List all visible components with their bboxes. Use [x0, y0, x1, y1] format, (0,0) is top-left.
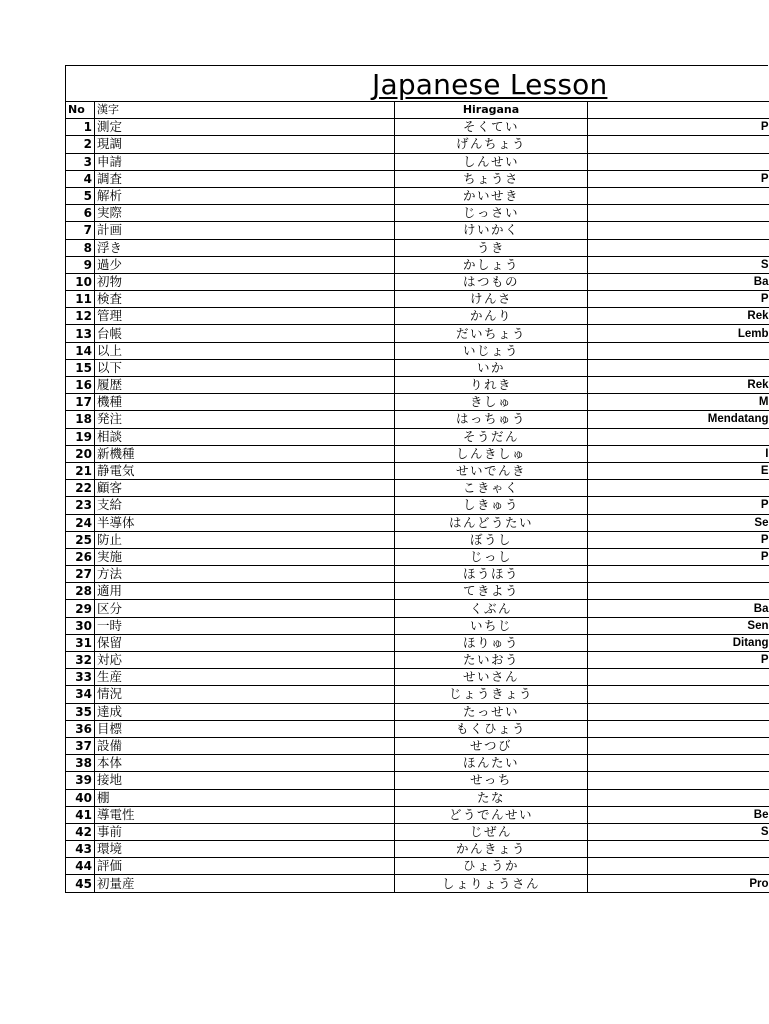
table-header-row	[66, 102, 769, 119]
cell-hiragana: いか	[395, 359, 588, 376]
table-row	[66, 823, 769, 840]
table-row	[66, 497, 769, 514]
table-row	[66, 187, 769, 204]
cell-meaning: Ba	[588, 600, 769, 617]
table-row	[66, 566, 769, 583]
cell-meaning: E	[588, 462, 769, 479]
cell-meaning	[588, 239, 769, 256]
cell-kanji: 相談	[95, 428, 395, 445]
table-row	[66, 222, 769, 239]
cell-meaning: P	[588, 652, 769, 669]
table-row	[66, 342, 769, 359]
cell-kanji: 申請	[95, 153, 395, 170]
cell-meaning: Rek	[588, 308, 769, 325]
cell-hiragana: しょりょうさん	[395, 875, 588, 892]
cell-hiragana: たっせい	[395, 703, 588, 720]
table-row	[66, 445, 769, 462]
cell-no: 1	[66, 119, 95, 136]
cell-kanji: 履歴	[95, 377, 395, 394]
cell-no: 44	[66, 858, 95, 875]
cell-meaning	[588, 737, 769, 754]
cell-no: 45	[66, 875, 95, 892]
cell-hiragana: はんどうたい	[395, 514, 588, 531]
cell-meaning	[588, 153, 769, 170]
cell-meaning: P	[588, 531, 769, 548]
cell-hiragana: かいせき	[395, 187, 588, 204]
cell-hiragana: じょうきょう	[395, 686, 588, 703]
table-row	[66, 806, 769, 823]
cell-no: 17	[66, 394, 95, 411]
cell-no: 25	[66, 531, 95, 548]
cell-hiragana: そうだん	[395, 428, 588, 445]
cell-kanji: 生産	[95, 669, 395, 686]
cell-meaning: P	[588, 291, 769, 308]
cell-hiragana: どうでんせい	[395, 806, 588, 823]
table-row	[66, 256, 769, 273]
cell-no: 13	[66, 325, 95, 342]
cell-no: 15	[66, 359, 95, 376]
cell-no: 42	[66, 823, 95, 840]
table-row	[66, 789, 769, 806]
cell-no: 18	[66, 411, 95, 428]
cell-no: 39	[66, 772, 95, 789]
cell-hiragana: ほりゅう	[395, 634, 588, 651]
cell-hiragana: ほうほう	[395, 566, 588, 583]
table-row	[66, 170, 769, 187]
table-row	[66, 583, 769, 600]
cell-kanji: 実際	[95, 205, 395, 222]
cell-meaning	[588, 686, 769, 703]
cell-meaning: S	[588, 823, 769, 840]
cell-kanji: 以下	[95, 359, 395, 376]
cell-meaning: Be	[588, 806, 769, 823]
cell-no: 33	[66, 669, 95, 686]
cell-hiragana: たいおう	[395, 652, 588, 669]
cell-hiragana: けんさ	[395, 291, 588, 308]
title-row	[65, 65, 768, 101]
cell-kanji: 実施	[95, 548, 395, 565]
cell-no: 9	[66, 256, 95, 273]
cell-kanji: 現調	[95, 136, 395, 153]
cell-hiragana: かしょう	[395, 256, 588, 273]
cell-hiragana: いちじ	[395, 617, 588, 634]
table-row	[66, 669, 769, 686]
table-row	[66, 411, 769, 428]
cell-hiragana: かんり	[395, 308, 588, 325]
table-row	[66, 308, 769, 325]
table-row	[66, 737, 769, 754]
cell-meaning	[588, 187, 769, 204]
cell-no: 6	[66, 205, 95, 222]
cell-meaning: Mendatang	[588, 411, 769, 428]
cell-meaning: P	[588, 170, 769, 187]
cell-no: 43	[66, 841, 95, 858]
cell-kanji: 目標	[95, 720, 395, 737]
cell-meaning: Sen	[588, 617, 769, 634]
header-no: No	[66, 102, 95, 119]
table-row	[66, 428, 769, 445]
table-row	[66, 720, 769, 737]
cell-hiragana: しんきしゅ	[395, 445, 588, 462]
cell-meaning	[588, 136, 769, 153]
cell-meaning: P	[588, 119, 769, 136]
cell-no: 28	[66, 583, 95, 600]
cell-hiragana: はつもの	[395, 273, 588, 290]
cell-hiragana: しんせい	[395, 153, 588, 170]
cell-no: 8	[66, 239, 95, 256]
cell-kanji: 顧客	[95, 480, 395, 497]
table-row	[66, 875, 769, 892]
cell-kanji: 台帳	[95, 325, 395, 342]
cell-hiragana: りれき	[395, 377, 588, 394]
cell-meaning	[588, 755, 769, 772]
cell-kanji: 棚	[95, 789, 395, 806]
cell-meaning: Lemb	[588, 325, 769, 342]
table-row	[66, 600, 769, 617]
cell-no: 19	[66, 428, 95, 445]
cell-kanji: 防止	[95, 531, 395, 548]
cell-meaning: M	[588, 394, 769, 411]
cell-hiragana: じっさい	[395, 205, 588, 222]
table-row	[66, 394, 769, 411]
table-row	[66, 325, 769, 342]
cell-meaning	[588, 669, 769, 686]
table-row	[66, 273, 769, 290]
cell-meaning	[588, 858, 769, 875]
cell-kanji: 設備	[95, 737, 395, 754]
table-row	[66, 686, 769, 703]
cell-no: 30	[66, 617, 95, 634]
cell-meaning	[588, 583, 769, 600]
table-row	[66, 119, 769, 136]
cell-hiragana: もくひょう	[395, 720, 588, 737]
cell-no: 21	[66, 462, 95, 479]
cell-no: 35	[66, 703, 95, 720]
cell-no: 7	[66, 222, 95, 239]
cell-no: 40	[66, 789, 95, 806]
cell-no: 11	[66, 291, 95, 308]
cell-meaning: P	[588, 548, 769, 565]
table-row	[66, 377, 769, 394]
cell-meaning	[588, 359, 769, 376]
table-row	[66, 841, 769, 858]
cell-hiragana: けいかく	[395, 222, 588, 239]
cell-hiragana: ぼうし	[395, 531, 588, 548]
table-row	[66, 136, 769, 153]
table-row	[66, 772, 769, 789]
cell-hiragana: ほんたい	[395, 755, 588, 772]
table-row	[66, 239, 769, 256]
cell-no: 10	[66, 273, 95, 290]
table-row	[66, 462, 769, 479]
table-row	[66, 359, 769, 376]
cell-no: 31	[66, 634, 95, 651]
cell-meaning	[588, 841, 769, 858]
cell-kanji: 適用	[95, 583, 395, 600]
cell-kanji: 静電気	[95, 462, 395, 479]
table-row	[66, 652, 769, 669]
table-row	[66, 548, 769, 565]
cell-meaning	[588, 205, 769, 222]
cell-kanji: 半導体	[95, 514, 395, 531]
cell-meaning: P	[588, 497, 769, 514]
cell-meaning	[588, 480, 769, 497]
cell-kanji: 支給	[95, 497, 395, 514]
cell-hiragana: げんちょう	[395, 136, 588, 153]
cell-no: 16	[66, 377, 95, 394]
cell-kanji: 環境	[95, 841, 395, 858]
cell-hiragana: たな	[395, 789, 588, 806]
cell-kanji: 本体	[95, 755, 395, 772]
cell-no: 41	[66, 806, 95, 823]
table-row	[66, 291, 769, 308]
spreadsheet	[65, 65, 768, 893]
cell-no: 20	[66, 445, 95, 462]
cell-no: 5	[66, 187, 95, 204]
cell-meaning	[588, 703, 769, 720]
cell-kanji: 以上	[95, 342, 395, 359]
cell-hiragana: うき	[395, 239, 588, 256]
vocabulary-table	[65, 101, 769, 893]
cell-meaning: I	[588, 445, 769, 462]
table-row	[66, 755, 769, 772]
cell-hiragana: くぶん	[395, 600, 588, 617]
cell-meaning: Ba	[588, 273, 769, 290]
cell-no: 27	[66, 566, 95, 583]
cell-kanji: 初量産	[95, 875, 395, 892]
cell-meaning	[588, 720, 769, 737]
cell-hiragana: そくてい	[395, 119, 588, 136]
cell-no: 12	[66, 308, 95, 325]
cell-hiragana: ひょうか	[395, 858, 588, 875]
cell-meaning: Pro	[588, 875, 769, 892]
cell-hiragana: はっちゅう	[395, 411, 588, 428]
table-row	[66, 153, 769, 170]
cell-kanji: 対応	[95, 652, 395, 669]
table-row	[66, 634, 769, 651]
cell-kanji: 発注	[95, 411, 395, 428]
cell-kanji: 浮き	[95, 239, 395, 256]
cell-meaning	[588, 342, 769, 359]
cell-kanji: 初物	[95, 273, 395, 290]
cell-meaning	[588, 772, 769, 789]
cell-no: 3	[66, 153, 95, 170]
table-row	[66, 514, 769, 531]
cell-kanji: 方法	[95, 566, 395, 583]
cell-hiragana: いじょう	[395, 342, 588, 359]
cell-no: 26	[66, 548, 95, 565]
cell-hiragana: きしゅ	[395, 394, 588, 411]
cell-hiragana: せっち	[395, 772, 588, 789]
cell-hiragana: せつび	[395, 737, 588, 754]
cell-hiragana: せいさん	[395, 669, 588, 686]
cell-hiragana: ちょうさ	[395, 170, 588, 187]
cell-kanji: 新機種	[95, 445, 395, 462]
cell-kanji: 調査	[95, 170, 395, 187]
cell-kanji: 過少	[95, 256, 395, 273]
cell-no: 14	[66, 342, 95, 359]
header-hiragana: Hiragana	[395, 102, 588, 119]
header-meaning	[588, 102, 769, 119]
cell-meaning	[588, 428, 769, 445]
cell-kanji: 計画	[95, 222, 395, 239]
cell-no: 36	[66, 720, 95, 737]
table-row	[66, 858, 769, 875]
cell-no: 29	[66, 600, 95, 617]
cell-meaning: S	[588, 256, 769, 273]
cell-hiragana: じぜん	[395, 823, 588, 840]
cell-hiragana: しきゅう	[395, 497, 588, 514]
cell-kanji: 管理	[95, 308, 395, 325]
cell-no: 23	[66, 497, 95, 514]
cell-kanji: 機種	[95, 394, 395, 411]
cell-kanji: 解析	[95, 187, 395, 204]
cell-kanji: 測定	[95, 119, 395, 136]
cell-kanji: 達成	[95, 703, 395, 720]
cell-kanji: 情況	[95, 686, 395, 703]
cell-meaning	[588, 566, 769, 583]
cell-hiragana: だいちょう	[395, 325, 588, 342]
page-title: Japanese Lesson	[372, 68, 608, 101]
cell-no: 2	[66, 136, 95, 153]
table-row	[66, 617, 769, 634]
table-row	[66, 703, 769, 720]
cell-no: 22	[66, 480, 95, 497]
table-row	[66, 480, 769, 497]
cell-kanji: 一時	[95, 617, 395, 634]
cell-meaning	[588, 789, 769, 806]
cell-kanji: 検査	[95, 291, 395, 308]
cell-kanji: 評価	[95, 858, 395, 875]
cell-meaning	[588, 222, 769, 239]
cell-hiragana: じっし	[395, 548, 588, 565]
cell-meaning: Ditang	[588, 634, 769, 651]
table-row	[66, 205, 769, 222]
cell-no: 38	[66, 755, 95, 772]
cell-hiragana: こきゃく	[395, 480, 588, 497]
cell-no: 4	[66, 170, 95, 187]
cell-meaning: Rek	[588, 377, 769, 394]
cell-hiragana: かんきょう	[395, 841, 588, 858]
cell-kanji: 保留	[95, 634, 395, 651]
cell-no: 24	[66, 514, 95, 531]
cell-kanji: 事前	[95, 823, 395, 840]
cell-kanji: 区分	[95, 600, 395, 617]
cell-hiragana: せいでんき	[395, 462, 588, 479]
cell-kanji: 導電性	[95, 806, 395, 823]
cell-meaning: Se	[588, 514, 769, 531]
cell-no: 34	[66, 686, 95, 703]
cell-kanji: 接地	[95, 772, 395, 789]
cell-no: 37	[66, 737, 95, 754]
cell-hiragana: てきよう	[395, 583, 588, 600]
header-kanji: 漢字	[95, 102, 395, 119]
cell-no: 32	[66, 652, 95, 669]
table-row	[66, 531, 769, 548]
